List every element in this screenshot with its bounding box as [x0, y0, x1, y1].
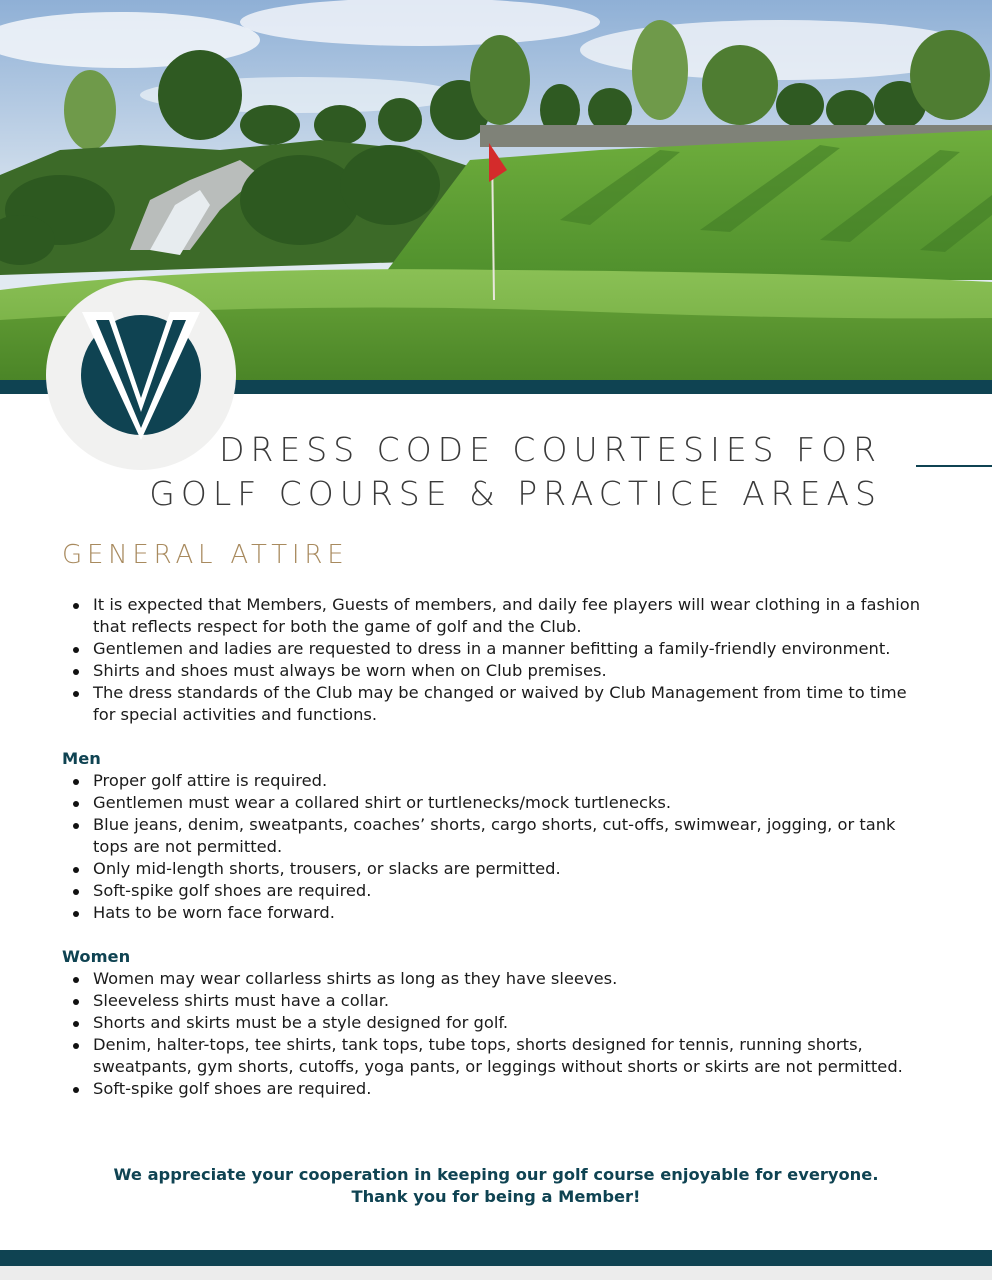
list-item: Hats to be worn face forward.	[62, 902, 932, 924]
men-subheading: Men	[62, 749, 101, 768]
list-item: The dress standards of the Club may be changed or waived by Club Management from time to time for special activities and functions.	[62, 682, 932, 726]
list-item: Blue jeans, denim, sweatpants, coaches’ shorts, cargo shorts, cut-offs, swimwear, jogging, or tank tops are not permitted.	[62, 814, 932, 858]
list-item: Soft-spike golf shoes are required.	[62, 880, 932, 902]
closing-message	[0, 1164, 992, 1208]
list-item: Sleeveless shirts must have a collar.	[62, 990, 932, 1012]
list-item: It is expected that Members, Guests of members, and daily fee players will wear clothing in a fashion that reflects respect for both the game of golf and the Club.	[62, 594, 932, 638]
women-attire-list	[62, 968, 932, 1100]
women-subheading: Women	[62, 947, 131, 966]
letter-v-logo-icon	[46, 280, 236, 470]
dress-code-content	[62, 594, 932, 1100]
list-item: Soft-spike golf shoes are required.	[62, 1078, 932, 1100]
section-title-general-attire: GENERAL ATTIRE	[62, 540, 349, 570]
list-item: Only mid-length shorts, trousers, or slacks are permitted.	[62, 858, 932, 880]
list-item: Women may wear collarless shirts as long as they have sleeves.	[62, 968, 932, 990]
footer-band	[0, 1250, 992, 1266]
page-title-line-1: DRESS CODE COURTESIES FOR	[219, 430, 882, 469]
general-attire-list	[62, 594, 932, 726]
list-item: Shirts and shoes must always be worn when on Club premises.	[62, 660, 932, 682]
list-item: Gentlemen must wear a collared shirt or turtlenecks/mock turtlenecks.	[62, 792, 932, 814]
list-item: Gentlemen and ladies are requested to dress in a manner befitting a family-friendly environment.	[62, 638, 932, 660]
list-item: Denim, halter-tops, tee shirts, tank tops, tube tops, shorts designed for tennis, running shorts, sweatpants, gym shorts, cutoffs, yoga pants, or leggings without shorts or skirts are not permitted.	[62, 1034, 932, 1078]
closing-line-2: Thank you for being a Member!	[351, 1187, 641, 1206]
title-rule	[916, 465, 992, 467]
list-item: Proper golf attire is required.	[62, 770, 932, 792]
footer-strip	[0, 1266, 992, 1280]
list-item: Shorts and skirts must be a style designed for golf.	[62, 1012, 932, 1034]
page-title	[149, 428, 882, 516]
club-logo	[46, 280, 236, 470]
page-title-line-2: GOLF COURSE & PRACTICE AREAS	[149, 474, 882, 513]
closing-line-1: We appreciate your cooperation in keeping our golf course enjoyable for everyone.	[113, 1165, 879, 1184]
men-attire-list	[62, 770, 932, 924]
